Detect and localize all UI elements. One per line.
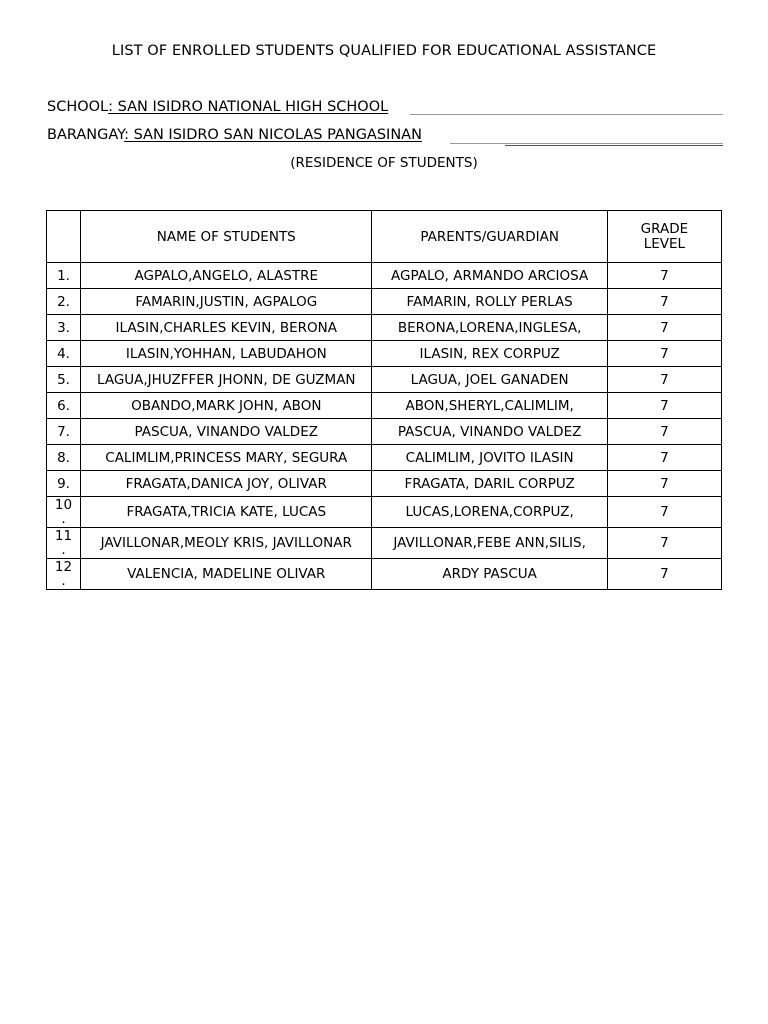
- parent-guardian: ILASIN, REX CORPUZ: [372, 341, 607, 367]
- student-name: FAMARIN,JUSTIN, AGPALOG: [81, 289, 372, 315]
- header-grade-line2: LEVEL: [643, 235, 686, 252]
- parent-guardian: AGPALO, ARMANDO ARCIOSA: [372, 263, 607, 289]
- student-name: ILASIN,CHARLES KEVIN, BERONA: [81, 315, 372, 341]
- table-row: [47, 341, 722, 367]
- table-row: [47, 289, 722, 315]
- row-number: 10 .: [47, 497, 81, 528]
- grade-level: 7: [607, 341, 721, 367]
- row-number: 8.: [47, 445, 81, 471]
- grade-level: 7: [607, 263, 721, 289]
- row-number: 4.: [47, 341, 81, 367]
- header-grade-level: [607, 211, 721, 263]
- school-underline-rule: [410, 114, 723, 115]
- grade-level: 7: [607, 289, 721, 315]
- table-row: [47, 419, 722, 445]
- row-number: 9.: [47, 471, 81, 497]
- table-row: [47, 497, 722, 528]
- row-number: 2.: [47, 289, 81, 315]
- school-line: [47, 99, 388, 115]
- school-label: SCHOOL: [47, 99, 109, 115]
- parent-guardian: JAVILLONAR,FEBE ANN,SILIS,: [372, 528, 607, 559]
- barangay-underline-rule: [450, 143, 723, 144]
- parent-guardian: PASCUA, VINANDO VALDEZ: [372, 419, 607, 445]
- document-subtitle: (RESIDENCE OF STUDENTS): [290, 155, 478, 171]
- row-number: 12 .: [47, 559, 81, 590]
- student-name: JAVILLONAR,MEOLY KRIS, JAVILLONAR: [81, 528, 372, 559]
- table-row: [47, 393, 722, 419]
- table-row: [47, 315, 722, 341]
- parent-guardian: LUCAS,LORENA,CORPUZ,: [372, 497, 607, 528]
- student-name: OBANDO,MARK JOHN, ABON: [81, 393, 372, 419]
- table-row: [47, 367, 722, 393]
- header-grade-line1: GRADE: [640, 220, 689, 237]
- grade-level: 7: [607, 559, 721, 590]
- header-name-of-students: NAME OF STUDENTS: [81, 211, 372, 263]
- grade-level: 7: [607, 445, 721, 471]
- barangay-line: [47, 127, 422, 143]
- row-number: 6.: [47, 393, 81, 419]
- barangay-label: BARANGAY: [47, 127, 125, 143]
- parent-guardian: FAMARIN, ROLLY PERLAS: [372, 289, 607, 315]
- row-number: 5.: [47, 367, 81, 393]
- header-number: [47, 211, 81, 263]
- table-row: [47, 263, 722, 289]
- students-table: [46, 210, 722, 590]
- header-parents-guardian: PARENTS/GUARDIAN: [372, 211, 607, 263]
- student-name: ILASIN,YOHHAN, LABUDAHON: [81, 341, 372, 367]
- grade-level: 7: [607, 315, 721, 341]
- parent-guardian: ABON,SHERYL,CALIMLIM,: [372, 393, 607, 419]
- row-number: 11 .: [47, 528, 81, 559]
- grade-level: 7: [607, 471, 721, 497]
- row-number: 7.: [47, 419, 81, 445]
- student-name: FRAGATA,TRICIA KATE, LUCAS: [81, 497, 372, 528]
- grade-level: 7: [607, 367, 721, 393]
- parent-guardian: BERONA,LORENA,INGLESA,: [372, 315, 607, 341]
- table-row: [47, 528, 722, 559]
- table-row: [47, 559, 722, 590]
- barangay-underline-rule-dark: [505, 145, 723, 146]
- student-name: LAGUA,JHUZFFER JHONN, DE GUZMAN: [81, 367, 372, 393]
- grade-level: 7: [607, 528, 721, 559]
- table-header-row: [47, 211, 722, 263]
- row-number: 3.: [47, 315, 81, 341]
- parent-guardian: ARDY PASCUA: [372, 559, 607, 590]
- parent-guardian: FRAGATA, DARIL CORPUZ: [372, 471, 607, 497]
- row-number: 1.: [47, 263, 81, 289]
- student-name: VALENCIA, MADELINE OLIVAR: [81, 559, 372, 590]
- grade-level: 7: [607, 419, 721, 445]
- parent-guardian: LAGUA, JOEL GANADEN: [372, 367, 607, 393]
- document-title: LIST OF ENROLLED STUDENTS QUALIFIED FOR EDUCATIONAL ASSISTANCE: [111, 43, 657, 59]
- student-name: FRAGATA,DANICA JOY, OLIVAR: [81, 471, 372, 497]
- grade-level: 7: [607, 497, 721, 528]
- student-name: PASCUA, VINANDO VALDEZ: [81, 419, 372, 445]
- grade-level: 7: [607, 393, 721, 419]
- barangay-value: : SAN ISIDRO SAN NICOLAS PANGASINAN: [124, 127, 422, 143]
- student-name: CALIMLIM,PRINCESS MARY, SEGURA: [81, 445, 372, 471]
- student-name: AGPALO,ANGELO, ALASTRE: [81, 263, 372, 289]
- school-value: : SAN ISIDRO NATIONAL HIGH SCHOOL: [108, 99, 389, 115]
- table-row: [47, 445, 722, 471]
- parent-guardian: CALIMLIM, JOVITO ILASIN: [372, 445, 607, 471]
- table-row: [47, 471, 722, 497]
